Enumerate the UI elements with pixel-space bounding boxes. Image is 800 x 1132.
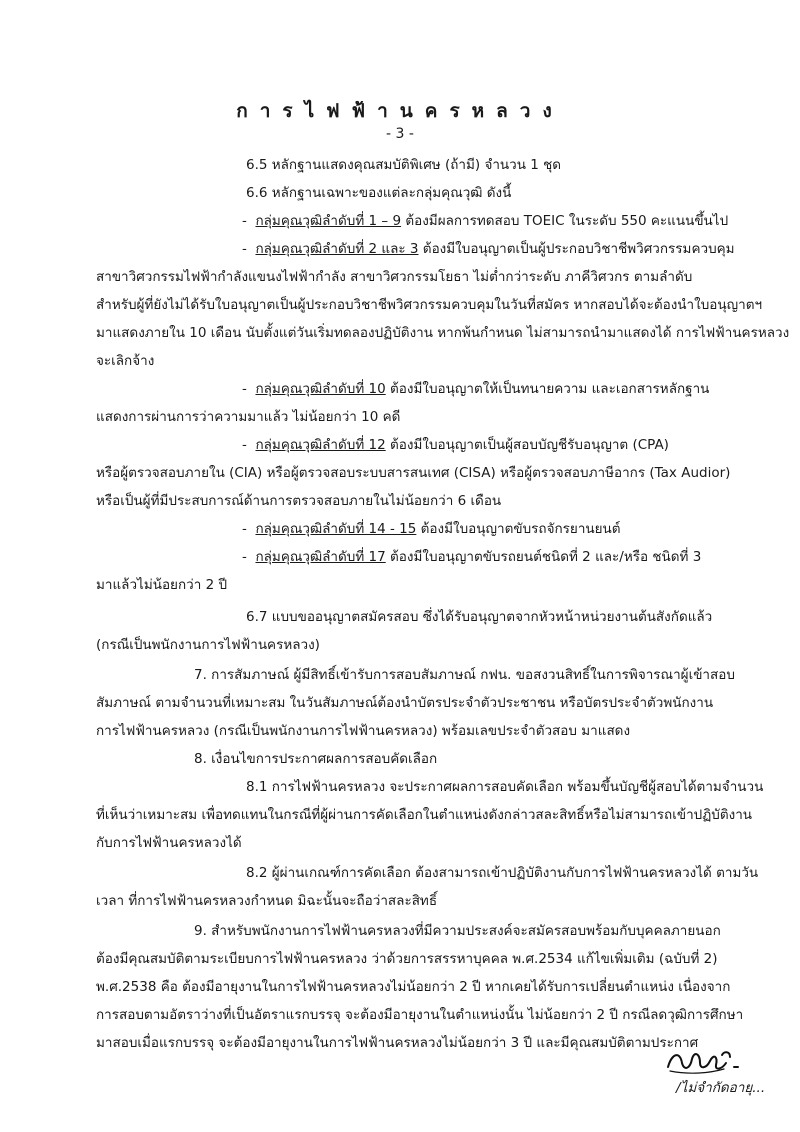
dash: -: [242, 521, 247, 537]
paragraph-line: หรือเป็นผู้ที่มีประสบการณ์ด้านการตรวจสอบภายในไม่น้อยกว่า 6 เดือน: [96, 493, 502, 509]
item-6-6: 6.6 หลักฐานเฉพาะของแต่ละกลุ่มคุณวุฒิ ดังนี้: [246, 185, 512, 201]
dash: -: [242, 241, 247, 257]
bullet-line: [242, 379, 709, 399]
group-label-underlined: กลุ่มคุณวุฒิลำดับที่ 12: [255, 437, 386, 453]
paragraph-line: สำหรับผู้ที่ยังไม่ได้รับใบอนุญาตเป็นผู้ประกอบวิชาชีพวิศวกรรมควบคุมในวันที่สมัคร หากสอบได้จะต้องนำใบอนุญาตฯ: [96, 297, 763, 313]
item-8: 8. เงื่อนไขการประกาศผลการสอบคัดเลือก: [194, 751, 438, 767]
dash: -: [242, 381, 247, 397]
requirement-text: ต้องมีผลการทดสอบ TOEIC ในระดับ 550 คะแนนขึ้นไป: [401, 213, 729, 229]
bullet-line: [242, 211, 728, 231]
group-label-underlined: กลุ่มคุณวุฒิลำดับที่ 14 - 15: [255, 521, 417, 537]
paragraph-line: แสดงการผ่านการว่าความมาแล้ว ไม่น้อยกว่า 10 คดี: [96, 409, 401, 425]
paragraph-line: สัมภาษณ์ ตามจำนวนที่เหมาะสม ในวันสัมภาษณ์ต้องนำบัตรประจำตัวประชาชน หรือบัตรประจำตัวพนักงาน: [96, 695, 714, 711]
dash: -: [242, 213, 247, 229]
group-label-underlined: กลุ่มคุณวุฒิลำดับที่ 17: [255, 549, 386, 565]
requirement-text: ต้องมีใบอนุญาตเป็นผู้สอบบัญชีรับอนุญาต (CPA): [385, 437, 669, 453]
dash: -: [242, 549, 247, 565]
paragraph-line: มาแล้วไม่น้อยกว่า 2 ปี: [96, 577, 228, 593]
paragraph-line: (กรณีเป็นพนักงานการไฟฟ้านครหลวง): [96, 637, 320, 653]
handwritten-signature: [660, 1045, 760, 1077]
group-label-underlined: กลุ่มคุณวุฒิลำดับที่ 10: [255, 381, 386, 397]
document-header-title: การไฟฟ้านครหลวง: [236, 100, 564, 122]
paragraph-line: เวลา ที่การไฟฟ้านครหลวงกำหนด มิฉะนั้นจะถือว่าสละสิทธิ์: [96, 893, 438, 909]
bullet-line: [242, 547, 701, 567]
paragraph-line: ต้องมีคุณสมบัติตามระเบียบการไฟฟ้านครหลวง ว่าด้วยการสรรหาบุคคล พ.ศ.2534 แก้ไขเพิ่มเติม (ฉบับที่ 2): [96, 951, 718, 967]
paragraph-line: พ.ศ.2538 คือ ต้องมีอายุงานในการไฟฟ้านครหลวงไม่น้อยกว่า 2 ปี หากเคยได้รับการเปลี่ยนตำแหน่ง เนื่องจาก: [96, 979, 731, 995]
paragraph-line: มาสอบเมื่อแรกบรรจุ จะต้องมีอายุงานในการไฟฟ้านครหลวงไม่น้อยกว่า 3 ปี และมีคุณสมบัติตามประกาศ: [96, 1035, 699, 1051]
paragraph-line: มาแสดงภายใน 10 เดือน นับตั้งแต่วันเริ่มทดลองปฏิบัติงาน หากพ้นกำหนด ไม่สามารถนำมาแสดงได้ การไฟฟ้านครหลวง: [96, 325, 790, 341]
paragraph-line: การไฟฟ้านครหลวง (กรณีเป็นพนักงานการไฟฟ้านครหลวง) พร้อมเลขประจำตัวสอบ มาแสดง: [96, 723, 631, 739]
requirement-text: ต้องมีใบอนุญาตเป็นผู้ประกอบวิชาชีพวิศวกรรมควบคุม: [418, 241, 735, 257]
paragraph-line: การสอบตามอัตราว่างที่เป็นอัตราแรกบรรจุ จะต้องมีอายุงานในตำแหน่งนั้น ไม่น้อยกว่า 2 ปี กรณีลดวุฒิการศึกษา: [96, 1007, 744, 1023]
bullet-line: [242, 239, 735, 259]
page-number: - 3 -: [386, 126, 414, 142]
paragraph-line: กับการไฟฟ้านครหลวงได้: [96, 835, 242, 851]
paragraph-line: สาขาวิศวกรรมไฟฟ้ากำลังแขนงไฟฟ้ากำลัง สาขาวิศวกรรมโยธา ไม่ต่ำกว่าระดับ ภาคีวิศวกร ตามลำดับ: [96, 269, 693, 285]
requirement-text: ต้องมีใบอนุญาตขับรถยนต์ชนิดที่ 2 และ/หรือ ชนิดที่ 3: [385, 549, 702, 565]
bullet-line: [242, 435, 669, 455]
item-7: 7. การสัมภาษณ์ ผู้มีสิทธิ์เข้ารับการสอบสัมภาษณ์ กฟน. ขอสงวนสิทธิ์ในการพิจารณาผู้เข้าสอบ: [194, 667, 735, 683]
paragraph-line: ที่เห็นว่าเหมาะสม เพื่อทดแทนในกรณีที่ผู้ผ่านการคัดเลือกในตำแหน่งดังกล่าวสละสิทธิ์หรือไม่สามารถเข้าปฏิบัติงาน: [96, 807, 753, 823]
requirement-text: ต้องมีใบอนุญาตขับรถจักรยานยนต์: [416, 521, 621, 537]
item-6-7: 6.7 แบบขออนุญาตสมัครสอบ ซึ่งได้รับอนุญาตจากหัวหน้าหน่วยงานต้นสังกัดแล้ว: [246, 609, 713, 625]
continuation-note: /ไม่จำกัดอายุ...: [676, 1080, 766, 1096]
paragraph-line: หรือผู้ตรวจสอบภายใน (CIA) หรือผู้ตรวจสอบระบบสารสนเทศ (CISA) หรือผู้ตรวจสอบภาษีอากร (Tax Audior): [96, 465, 731, 481]
item-8-1: 8.1 การไฟฟ้านครหลวง จะประกาศผลการสอบคัดเลือก พร้อมขึ้นบัญชีผู้สอบได้ตามจำนวน: [246, 779, 764, 795]
bullet-line: [242, 519, 621, 539]
paragraph-line: จะเลิกจ้าง: [96, 353, 155, 369]
group-label-underlined: กลุ่มคุณวุฒิลำดับที่ 2 และ 3: [255, 241, 419, 257]
item-9: 9. สำหรับพนักงานการไฟฟ้านครหลวงที่มีความประสงค์จะสมัครสอบพร้อมกับบุคคลภายนอก: [194, 923, 721, 939]
item-6-5: 6.5 หลักฐานแสดงคุณสมบัติพิเศษ (ถ้ามี) จำนวน 1 ชุด: [246, 157, 562, 173]
dash: -: [242, 437, 247, 453]
item-8-2: 8.2 ผู้ผ่านเกณฑ์การคัดเลือก ต้องสามารถเข้าปฏิบัติงานกับการไฟฟ้านครหลวงได้ ตามวัน: [246, 865, 759, 881]
requirement-text: ต้องมีใบอนุญาตให้เป็นทนายความ และเอกสารหลักฐาน: [385, 381, 710, 397]
group-label-underlined: กลุ่มคุณวุฒิลำดับที่ 1 – 9: [255, 213, 402, 229]
